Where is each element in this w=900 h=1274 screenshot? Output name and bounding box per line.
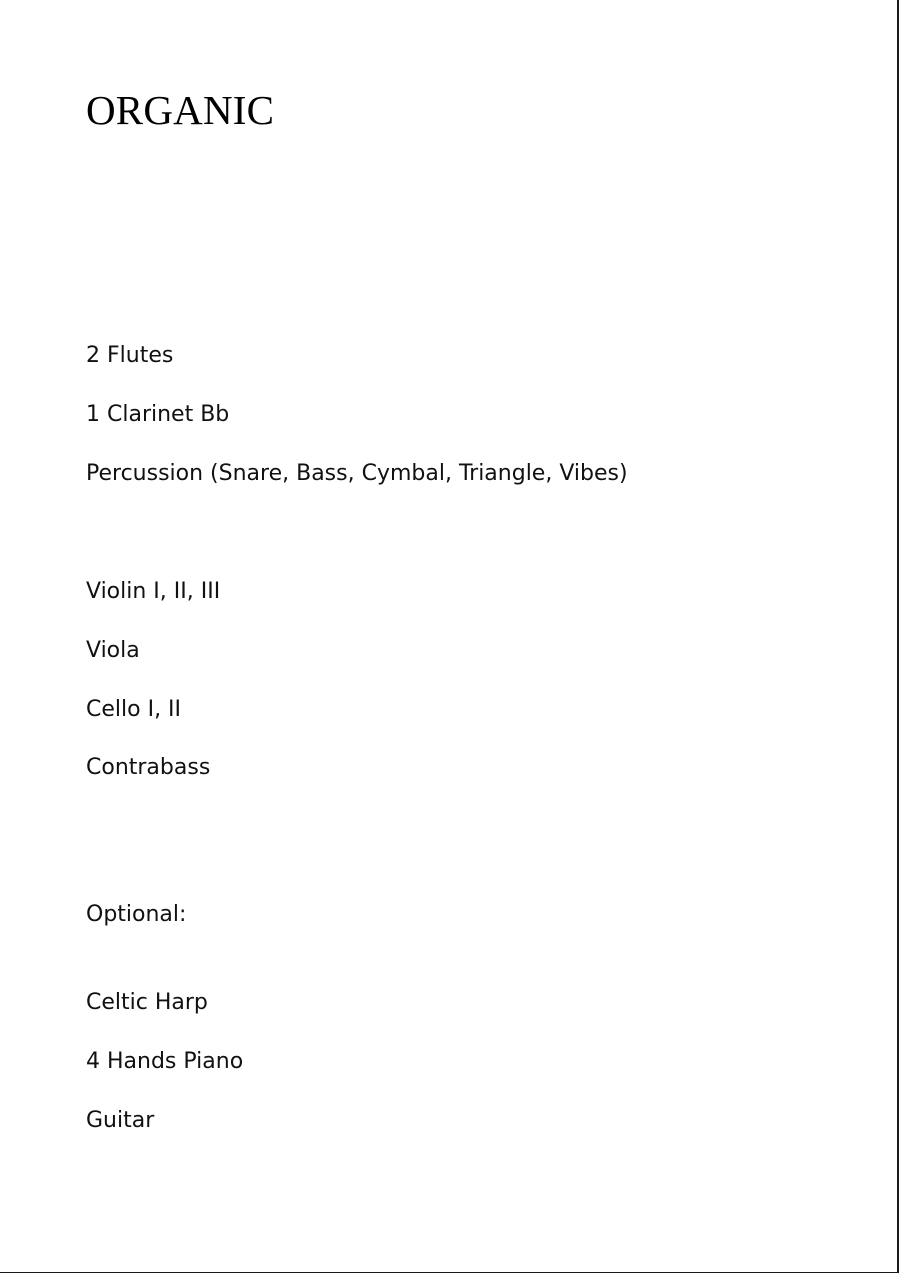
instrument-violins: Violin I, II, III <box>86 579 221 604</box>
instrument-contrabass: Contrabass <box>86 755 211 780</box>
instrument-clarinet: 1 Clarinet Bb <box>86 402 230 427</box>
instrument-guitar: Guitar <box>86 1108 155 1133</box>
instrument-viola: Viola <box>86 638 140 663</box>
instrument-celtic-harp: Celtic Harp <box>86 990 208 1015</box>
page-title: ORGANIC <box>86 87 275 133</box>
instrument-flutes: 2 Flutes <box>86 343 174 368</box>
instrument-percussion: Percussion (Snare, Bass, Cymbal, Triangle, Vibes) <box>86 461 628 486</box>
optional-heading: Optional: <box>86 902 187 927</box>
instrument-piano-four-hands: 4 Hands Piano <box>86 1049 244 1074</box>
instrument-cellos: Cello I, II <box>86 697 182 722</box>
